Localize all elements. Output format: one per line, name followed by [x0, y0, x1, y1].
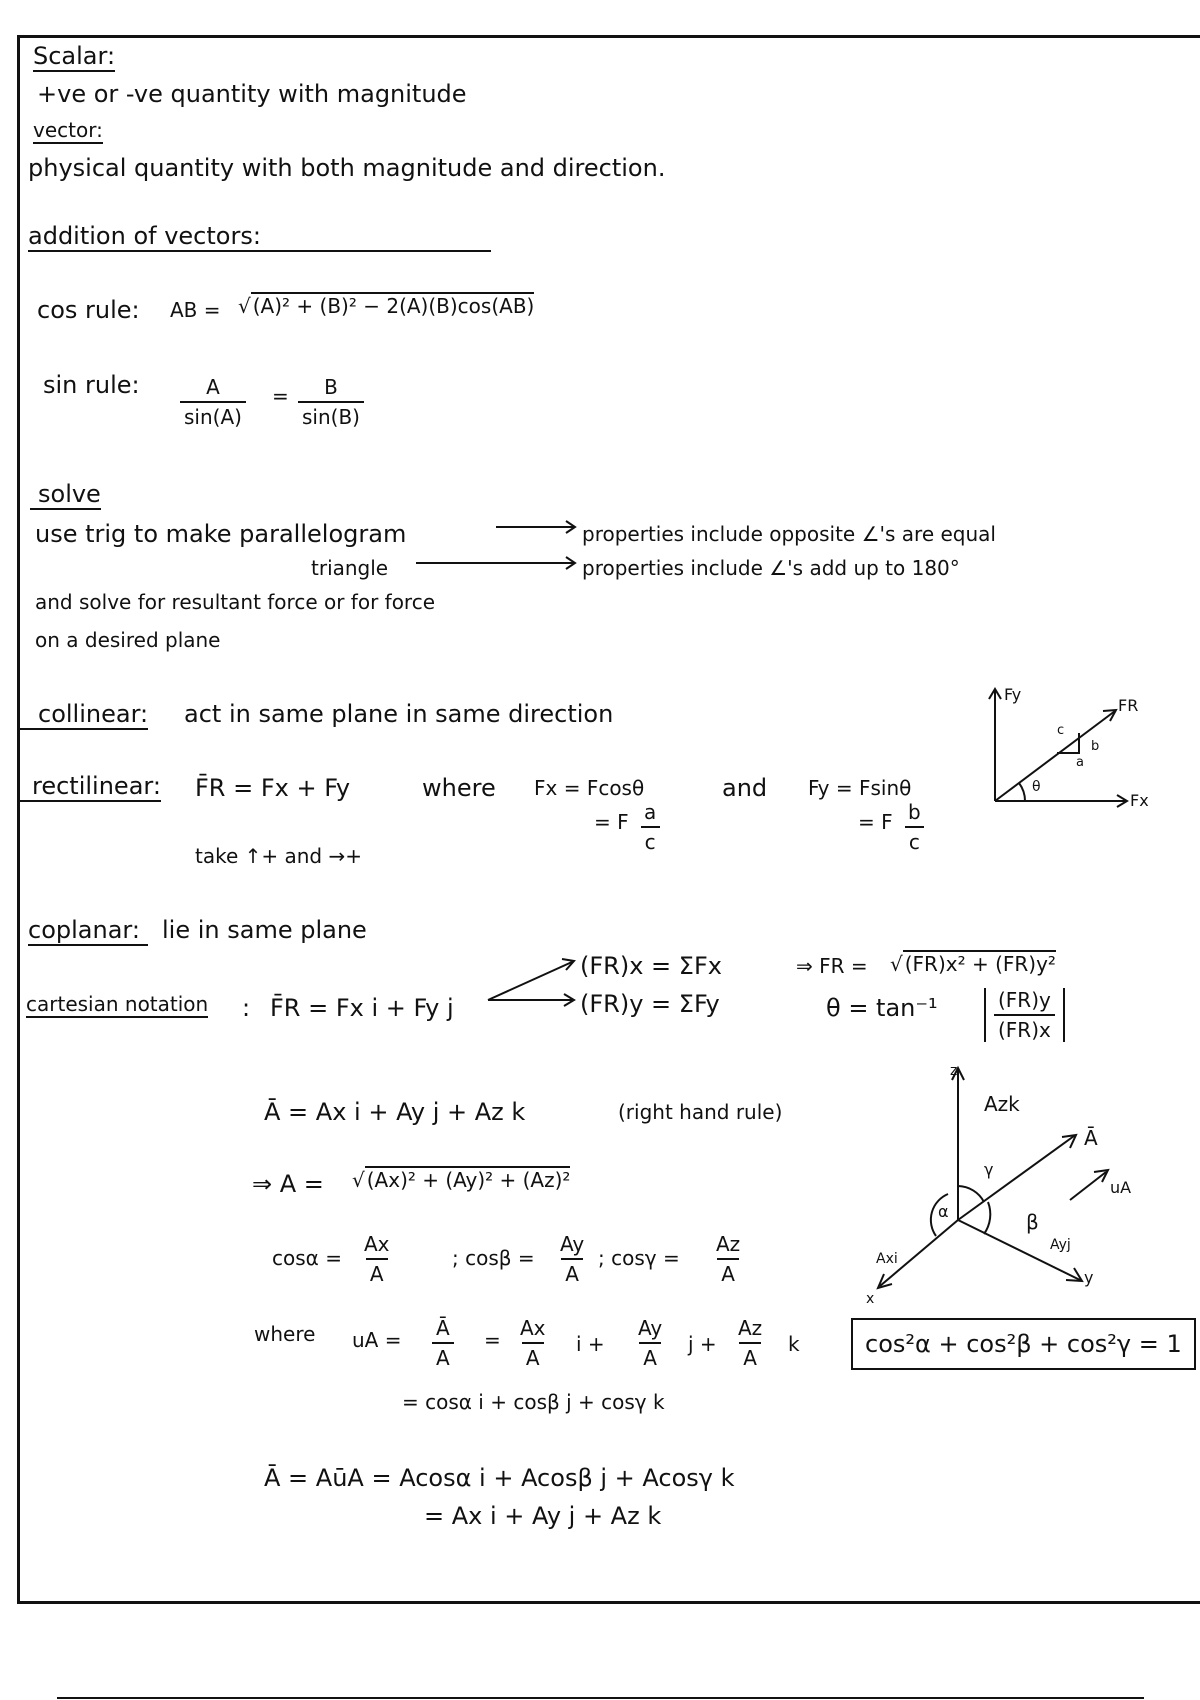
sin-rule-label: sin rule: [43, 371, 140, 399]
cartesian-theta-lhs: θ = tan⁻¹ [826, 994, 938, 1022]
rectilinear-fy2: = F [858, 810, 893, 834]
collinear-text: act in same plane in same direction [184, 700, 614, 728]
cos-gamma-den: A [717, 1258, 739, 1286]
a-vector-eq: Ā = Ax i + Ay j + Az k [264, 1098, 526, 1126]
rectilinear-fy2-den: c [905, 826, 924, 854]
cos-alpha-den: A [366, 1258, 388, 1286]
ua-term2-fraction [634, 1316, 666, 1370]
coplanar-text: lie in same plane [162, 916, 367, 944]
solve-arrow1-text: properties include opposite ∠'s are equal [582, 522, 996, 546]
sin-rule-equals: = [272, 384, 289, 408]
cos-gamma-fraction [712, 1232, 744, 1286]
sin-rule-fraction-b [298, 375, 364, 429]
ua-frac-den: A [432, 1342, 454, 1370]
diagram-x-label: x [866, 1291, 875, 1307]
ua-frac [432, 1316, 454, 1370]
diagram-z-label: z [950, 1063, 958, 1079]
cos-beta-fraction [556, 1232, 588, 1286]
rectilinear-take: take ↑+ and →+ [195, 844, 363, 868]
solve-arrow-1 [496, 520, 578, 534]
ua-term3-den: A [739, 1342, 761, 1370]
sin-rule-num-b: B [324, 375, 338, 399]
gamma-arc [958, 1186, 984, 1202]
bottom-rule [57, 1697, 1144, 1699]
direction-cosine-identity: cos²α + cos²β + cos²γ = 1 [851, 1318, 1196, 1370]
cartesian-colon: : [242, 994, 251, 1022]
solve-heading: solve [30, 482, 101, 510]
rectilinear-and: and [722, 774, 768, 802]
rectilinear-fx2: = F [594, 810, 629, 834]
solve-line4: on a desired plane [35, 628, 221, 652]
cartesian-heading: cartesian notation [26, 992, 209, 1016]
diagram-a-label: Ā [1084, 1126, 1098, 1150]
ua-term2-num: Ay [638, 1316, 663, 1340]
ua-term3-unit: k [788, 1332, 800, 1356]
cartesian-theta-num: (FR)y [998, 988, 1051, 1012]
a-magnitude-radicand: (Ax)² + (Ay)² + (Az)² [366, 1168, 571, 1192]
scalar-definition: +ve or -ve quantity with magnitude [37, 80, 467, 108]
sin-rule-den-b: sin(B) [298, 401, 364, 429]
ua-lhs: uA = [352, 1328, 402, 1352]
cartesian-theta-den: (FR)x [994, 1014, 1055, 1042]
diagram-ua-label: uA [1110, 1178, 1132, 1197]
diagram-a-label: a [1076, 755, 1084, 770]
ua-term1-fraction [516, 1316, 550, 1370]
diagram-c-label: c [1057, 723, 1065, 738]
cartesian-magnitude-radical: √ (FR)x² + (FR)y² [890, 952, 1056, 976]
cos-beta-lhs: ; cosβ = [452, 1246, 535, 1270]
solve-line3: and solve for resultant force or for force [35, 590, 436, 614]
right-hand-rule: (right hand rule) [618, 1100, 783, 1124]
a-magnitude-lhs: ⇒ A = [252, 1170, 324, 1198]
diagram-b-label: b [1091, 739, 1100, 754]
rectilinear-fy2-fraction [904, 800, 925, 854]
rectilinear-fy2-num: b [908, 800, 921, 824]
rectilinear-fy: Fy = Fsinθ [808, 776, 912, 800]
cos-alpha-fraction [360, 1232, 394, 1286]
ua-term2-unit: j + [688, 1332, 717, 1356]
diagram-theta-label: θ [1032, 779, 1041, 795]
a-vector [958, 1136, 1074, 1220]
solve-line2: triangle [311, 556, 389, 580]
cos-beta-den: A [561, 1258, 583, 1286]
ua-where: where [254, 1322, 316, 1346]
ua-eq: = [484, 1328, 501, 1352]
theta-arc [1019, 783, 1025, 801]
ua-term1-den: A [522, 1342, 544, 1370]
coplanar-heading: coplanar: [28, 918, 148, 946]
a-final-line2: = Ax i + Ay j + Az k [424, 1502, 662, 1530]
ua-term2-den: A [639, 1342, 661, 1370]
cartesian-magnitude-radicand: (FR)x² + (FR)y² [904, 952, 1056, 976]
a-magnitude-radical: √ (Ax)² + (Ay)² + (Az)² [352, 1168, 571, 1192]
diagram-azk-label: Azk [984, 1092, 1020, 1116]
rectilinear-eq: F̄R = Fx + Fy [195, 774, 351, 802]
cartesian-eq: F̄R = Fx i + Fy j [270, 994, 454, 1022]
cartesian-branch-arrows [484, 956, 580, 1008]
cos-alpha-lhs: cosα = [272, 1246, 342, 1270]
sin-rule-den-a: sin(A) [180, 401, 246, 429]
cartesian-branch2: (FR)y = ΣFy [580, 990, 720, 1018]
a-final-line1: Ā = AūA = Acosα i + Acosβ j + Acosγ k [264, 1464, 735, 1492]
cos-rule-label: cos rule: [37, 296, 140, 324]
cos-rule-radical: √ (A)² + (B)² − 2(A)(B)cos(AB) [238, 294, 535, 318]
cartesian-branch1: (FR)x = ΣFx [580, 952, 722, 980]
rectilinear-fx2-num: a [644, 800, 657, 824]
ua-vector [1070, 1172, 1106, 1200]
diagram-fr-label: FR [1118, 696, 1139, 715]
addition-heading: addition of vectors: [28, 224, 491, 252]
ua-frac-num: Ā [436, 1316, 450, 1340]
solve-arrow2-text: properties include ∠'s add up to 180° [582, 556, 960, 580]
vector-heading: vector: [33, 118, 103, 142]
ua-term3-num: Az [738, 1316, 763, 1340]
sin-rule-num-a: A [206, 375, 220, 399]
scalar-heading: Scalar: [33, 42, 116, 70]
diagram-fx-label: Fx [1130, 791, 1149, 810]
rectilinear-fx2-den: c [641, 826, 660, 854]
cos-beta-num: Ay [560, 1232, 585, 1256]
solve-line1: use trig to make parallelogram [35, 520, 407, 548]
ua-term3-fraction [734, 1316, 766, 1370]
cos-rule-lhs: AB = [170, 298, 221, 322]
cos-rule-radicand: (A)² + (B)² − 2(A)(B)cos(AB) [252, 294, 535, 318]
diagram-alpha-label: α [938, 1202, 949, 1221]
ua-term1-num: Ax [520, 1316, 546, 1340]
diagram-fy-label: Fy [1004, 685, 1022, 704]
solve-arrow-2 [416, 556, 578, 570]
rectilinear-fx2-fraction [640, 800, 660, 854]
cartesian-magnitude-lhs: ⇒ FR = [796, 954, 868, 978]
rectilinear-where: where [422, 774, 496, 802]
diagram-axi-label: Axi [876, 1251, 898, 1267]
cartesian-theta-fraction [984, 988, 1065, 1042]
ua-line2: = cosα i + cosβ j + cosγ k [402, 1390, 665, 1414]
vector-definition: physical quantity with both magnitude and direction. [28, 154, 666, 182]
rectilinear-heading: rectilinear: [20, 774, 161, 802]
diagram-beta-label: β [1026, 1210, 1039, 1234]
diagram-ayj-label: Ayj [1050, 1237, 1071, 1253]
sin-rule-fraction-a [180, 375, 246, 429]
cos-gamma-num: Az [716, 1232, 741, 1256]
beta-arc [984, 1202, 990, 1234]
diagram-gamma-label: γ [984, 1160, 994, 1179]
rectilinear-fx: Fx = Fcosθ [534, 776, 645, 800]
fr-vector [995, 711, 1115, 801]
diagram-y-label: y [1084, 1268, 1094, 1287]
ua-term1-unit: i + [576, 1332, 605, 1356]
cos-gamma-lhs: ; cosγ = [598, 1246, 680, 1270]
collinear-heading: collinear: [20, 702, 148, 730]
cos-alpha-num: Ax [364, 1232, 390, 1256]
